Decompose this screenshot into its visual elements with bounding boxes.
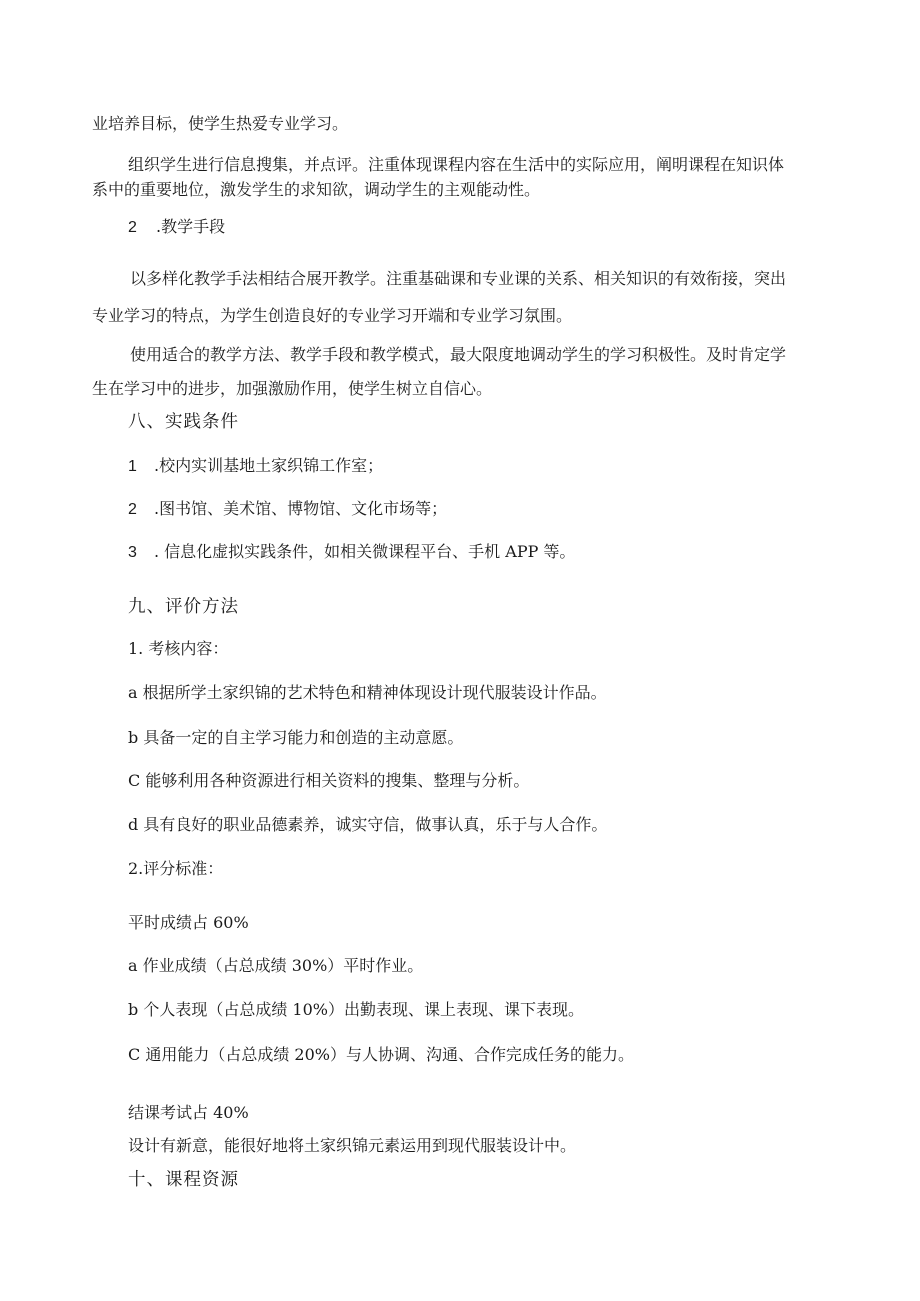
section-heading: 十、课程资源 [128, 1170, 239, 1190]
score-component: 平时成绩占 60% [128, 913, 249, 932]
list-item [128, 456, 383, 477]
list-number: 2 [128, 219, 137, 236]
list-text: .教学手段 [156, 217, 226, 236]
score-item: a 作业成绩（占总成绩 30%）平时作业。 [128, 956, 424, 975]
list-text: .校内实训基地土家织锦工作室； [154, 456, 384, 475]
list-item [128, 499, 447, 520]
paragraph-line: 组织学生进行信息搜集，并点评。注重体现课程内容在生活中的实际应用，阐明课程在知识体 [128, 155, 785, 174]
section-heading: 九、评价方法 [128, 597, 239, 617]
list-item [128, 542, 575, 563]
list-item [128, 217, 225, 238]
criteria-item: a 根据所学土家织锦的艺术特色和精神体现设计现代服装设计作品。 [128, 683, 607, 702]
criteria-item: C 能够利用各种资源进行相关资料的搜集、整理与分析。 [128, 771, 530, 790]
paragraph-line: 专业学习的特点，为学生创造良好的专业学习开端和专业学习氛围。 [92, 306, 573, 325]
list-text: . 信息化虚拟实践条件，如相关微课程平台、手机 APP 等。 [154, 542, 576, 561]
subheading: 2.评分标准： [128, 859, 224, 878]
section-heading: 八、实践条件 [128, 412, 239, 432]
list-number: 3 [128, 544, 137, 561]
paragraph-line: 使用适合的教学方法、教学手段和教学模式，最大限度地调动学生的学习积极性。及时肯定学 [130, 345, 787, 364]
list-number: 1 [128, 458, 137, 475]
score-item: C 通用能力（占总成绩 20%）与人协调、沟通、合作完成任务的能力。 [128, 1045, 634, 1064]
list-text: .图书馆、美术馆、博物馆、文化市场等； [154, 499, 448, 518]
score-component: 结课考试占 40% [128, 1103, 249, 1122]
paragraph-line: 系中的重要地位，激发学生的求知欲，调动学生的主观能动性。 [92, 180, 541, 199]
list-number: 2 [128, 501, 137, 518]
criteria-item: b 具备一定的自主学习能力和创造的主动意愿。 [128, 728, 464, 747]
paragraph-line: 以多样化教学手法相结合展开教学。注重基础课和专业课的关系、相关知识的有效衔接，突出 [130, 269, 787, 288]
paragraph-line: 生在学习中的进步，加强激励作用，使学生树立自信心。 [92, 379, 493, 398]
subheading: 1. 考核内容： [128, 639, 229, 658]
paragraph-line: 业培养目标，使学生热爱专业学习。 [92, 114, 349, 133]
criteria-item: d 具有良好的职业品德素养，诚实守信，做事认真，乐于与人合作。 [128, 815, 608, 834]
score-item: b 个人表现（占总成绩 10%）出勤表现、课上表现、课下表现。 [128, 1000, 584, 1019]
paragraph-line: 设计有新意，能很好地将土家织锦元素运用到现代服装设计中。 [128, 1136, 577, 1155]
